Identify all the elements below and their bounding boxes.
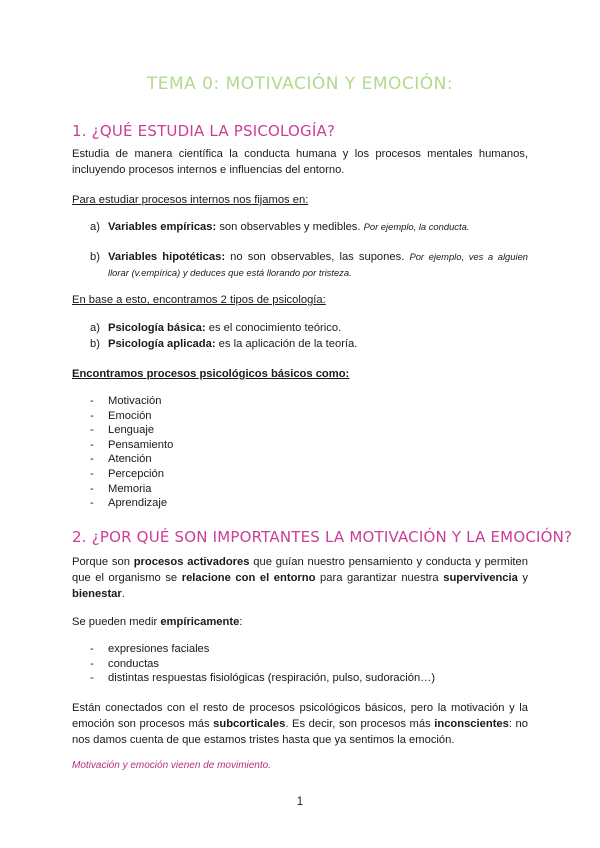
document-title: TEMA 0: MOTIVACIÓN Y EMOCIÓN: [146,74,454,94]
section-2-paragraph-1 [72,554,528,602]
dash-marker: - [90,395,94,407]
section-2-heading: 2. ¿POR QUÉ SON IMPORTANTES LA MOTIVACIÓN Y LA EMOCIÓN? [72,528,573,546]
section-1-heading: 1. ¿QUÉ ESTUDIA LA PSICOLOGÍA? [72,122,336,140]
section-2-paragraph-2 [72,700,528,748]
list-item [90,423,408,438]
text-run: que guían nuestro pensamiento y conducta y permiten que el organismo se [72,556,528,584]
list-item [90,671,528,686]
definition: es el conocimiento teórico. [205,322,342,334]
list-item [90,657,528,672]
definition: no son observables, las supones. [225,251,410,263]
term: Variables empíricas: [108,221,217,233]
list-marker: a) [90,322,100,334]
list-item [90,394,408,409]
list-item [90,249,528,281]
text-run: Están conectados con el resto de procesos psicológicos básicos, pero la motivación y la emoción son procesos más [72,702,528,730]
dash-marker: - [90,497,94,510]
bold-text: inconscientes [434,718,509,730]
text-run: : no nos damos cuenta de que estamos tristes hasta que ya sentimos la emoción. [72,718,528,746]
dash-marker: - [90,482,94,495]
example: Por ejemplo, la conducta. [363,221,470,232]
term: Variables hipotéticas: [108,251,226,263]
list-item-text: Emoción [108,409,152,422]
bold-text: empíricamente [160,616,240,628]
list-marker: b) [90,251,100,263]
text-run: . Es decir, son procesos más [285,718,435,730]
dash-marker: - [90,672,94,685]
measure-sentence [72,614,528,630]
list-item [90,336,528,352]
list-item [90,467,408,482]
text-run: Porque son [72,556,134,568]
list-item-text: Atención [108,453,152,466]
list-item-text: Lenguaje [108,424,155,437]
text-run: . [121,588,125,600]
definition: son observables y medibles. [216,221,364,233]
variables-list [90,219,528,281]
list-item-text: Memoria [108,482,152,495]
list-item-text: Motivación [108,395,162,407]
list-item [90,482,408,497]
bold-text: bienestar [72,588,122,600]
basic-processes-heading: Encontramos procesos psicológicos básicos como: [72,368,350,380]
text-run: Se pueden medir [72,616,161,628]
text-run: : [239,616,243,628]
list-item [90,409,408,424]
bold-text: procesos activadores [133,556,250,568]
list-item-text: expresiones faciales [108,643,210,655]
list-marker: b) [90,338,100,350]
types-heading: En base a esto, encontramos 2 tipos de psicología: [72,294,326,306]
list-item-text: Percepción [108,467,164,480]
definition: es la aplicación de la teoría. [215,338,358,350]
bold-text: subcorticales [213,718,286,730]
text-run: para garantizar nuestra [315,572,444,584]
dash-marker: - [90,467,94,480]
text-run: y [517,572,529,584]
list-item-text: distintas respuestas fisiológicas (respiración, pulso, sudoración…) [108,672,436,685]
list-marker: a) [90,221,100,233]
dash-marker: - [90,409,94,422]
term: Psicología básica: [108,322,206,334]
dash-marker: - [90,657,94,670]
page-number: 1 [296,796,304,808]
list-item-text: conductas [108,657,159,670]
list-item [90,438,408,453]
list-item [90,642,528,657]
list-item [90,320,528,336]
example: Por ejemplo, ves a alguien llorar (v.empírica) y deduces que está llorando por tristeza. [108,251,528,278]
list-item [90,496,408,511]
etymology-note: Motivación y emoción vienen de movimiento. [72,760,271,771]
types-list [90,320,528,352]
list-item [90,219,528,235]
list-item-text: Pensamiento [108,438,174,451]
bold-text: supervivencia [443,572,518,584]
dash-marker: - [90,424,94,437]
dash-marker: - [90,438,94,451]
measures-list [90,642,528,686]
term: Psicología aplicada: [108,338,216,350]
dash-marker: - [90,643,94,655]
list-item [90,452,408,467]
basic-processes-list [90,394,408,511]
dash-marker: - [90,453,94,466]
list-item-text: Aprendizaje [108,497,168,510]
section-1-intro: Estudia de manera científica la conducta humana y los procesos mentales humanos, incluyendo procesos internos e influencias del entorno. [72,148,528,176]
bold-text: relacione con el entorno [181,572,316,584]
study-heading: Para estudiar procesos internos nos fijamos en: [72,194,309,206]
